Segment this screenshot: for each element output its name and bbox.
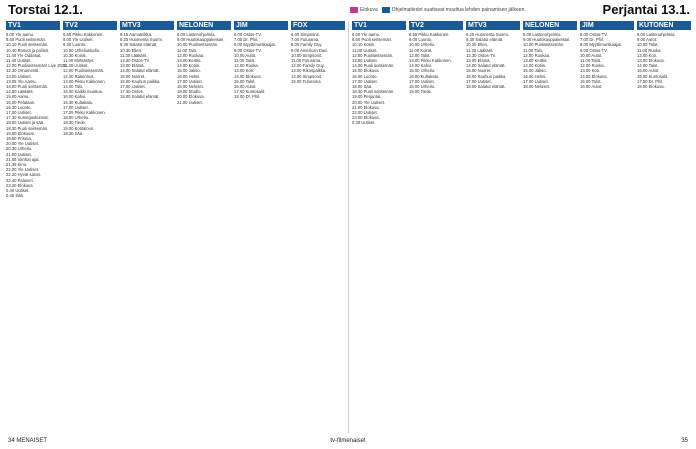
program-entry: 13.00 Uutiset. [6,73,32,79]
program-entry: 16.00 Kuntosalit. [637,73,669,79]
program-entry: 15.00 Aamu. [6,94,30,100]
program-entry: 11.00 Ruoka. [637,47,662,53]
program-entry: 11.00 Talot. [580,58,602,64]
left-col-1 [6,21,68,433]
right-col-3 [466,21,520,433]
program-entry: 22.00 Yle Uutiset. [6,167,39,173]
channel-name: JIM [234,21,288,30]
channel-name: TV2 [63,21,117,30]
program-entry: 8.00 Family Guy. [291,42,323,48]
channel-name: TV1 [352,21,406,30]
program-entry: 19.00 Kotitalous. [63,125,95,131]
program-entry: 22.40 Palaveri. [6,177,34,183]
legend-chip-note [382,7,390,13]
program-entry: 11.00 Talo. [523,47,544,53]
program-entry: 22.20 Hyvät sanat. [6,172,41,178]
program-entry: 11.40 Yle Oddasat. [6,52,42,58]
program-entry: 6.55 Pikku Kakkonen. [409,32,450,37]
program-entry: 16.00 Kauhun paikka. [466,73,507,79]
program-entry: 12.30 Ostos-TV. [120,58,151,64]
program-entry: 10.10 Puoli seitsemän. [6,42,49,48]
program-entry: 14.00 Salatut elämät. [120,68,160,74]
program-entry: 12.00 Koti. [637,52,658,58]
program-entry: 21.35 Kino. [6,162,28,168]
program-entry: 21.05 Vanhat ajat. [6,156,40,162]
program-entry: 18.00 Elokuva. [637,84,665,90]
program-entry: 14.00 Salatut elämät. [466,63,506,69]
program-entry: 21.00 Uutiset. [6,151,32,157]
program-entry: 16.00 Helmi. [523,73,547,79]
program-entry: 14.00 Elokuva. [580,73,608,79]
program-entry: 18.00 Urheilu. [63,115,90,121]
program-entry: 16.00 Kauhun paikka. [120,78,161,84]
program-entry: 6.00 Ostos-TV. [234,32,262,37]
program-entry: 14.00 Puoli seitsemän. [6,84,49,90]
right-col-1 [352,21,406,433]
program-entry: 10.30 Koirat. [63,52,87,58]
program-entry: 13.05 Yle Aamu. [6,78,37,84]
program-entry: 18.00 Salatut elämät. [120,94,160,100]
left-col-6 [291,21,345,433]
program-entry: 0.30 Uutiset. [352,120,376,126]
program-entry: 17.00 Uutiset. [466,78,492,84]
program-entry: 13.00 Elämä. [466,58,491,64]
program-entry: 9.50 Puoli seitsemän. [352,37,393,43]
program-entry: 15.00 Autot. [637,68,660,74]
program-entry: 19.00 Tiede. [409,89,433,95]
program-entry: 6.00 Lastenohjelmia. [523,32,562,37]
program-entry: 18.00 Neloset. [177,84,205,90]
program-entry: 9.00 Autot. [637,37,658,43]
program-entry: 11.00 Futurama. [291,58,322,64]
program-entry: 10.00 Puoliseitsemän. [523,42,565,48]
right-col-5 [580,21,634,433]
program-entry: 10.00 Autot. [234,52,257,58]
channel-name: TV2 [409,21,463,30]
program-entry: 6.15 Aamutelkka. [120,32,153,37]
program-entry: 18.30 Tiede. [63,120,87,126]
program-entry: 23.20 Elokuva. [6,182,34,188]
program-entry: 12.00 Talot. [409,52,431,58]
program-entry: 15.00 Talot. [234,78,256,84]
footer-left: 34 MENAISET [8,438,48,444]
program-entry: 21.00 Elokuva. [352,104,380,110]
footer-right: 35 [681,438,688,444]
program-entry: 14.50 Lääkärit. [6,89,34,95]
program-entry: 17.30 Ostos. [120,89,144,95]
program-entry: 10.00 Simpsonit. [291,52,323,58]
program-entry: 10.10 Kotiin. [352,42,376,48]
program-entry: 17.00 Uutiset. [177,78,203,84]
program-entry: 12.00 Ruokaa. [523,52,551,58]
program-entry: 10.30 Ellen. [120,47,143,53]
program-entry: 6.25 Huomenta Suomi. [466,32,509,37]
program-entry: 11.30 Uutiset. [63,63,89,69]
program-entry: 13.00 Pikku Kakkonen. [409,58,452,64]
page-footer [0,435,696,447]
program-entry: 10.00 Puoliseitsemän. [177,42,219,48]
program-entry: 11.40 Uutiset. [6,58,32,64]
program-entry: 16.00 Kultakala. [409,73,440,79]
program-entry: 13.00 Elokuva. [637,58,665,64]
program-entry: 12.30 Ostos-TV. [466,52,497,58]
program-entry: 6.00 Yle aamu. [6,32,35,37]
program-entry: 9.30 Salatut elämät. [120,42,158,48]
program-entry: 19.30 Sää. [63,130,84,136]
program-entry: 16.00 Kahvi. [63,94,87,100]
program-entry: 11.00 Talot. [234,58,256,64]
program-entry: 6.00 Lastenohjelmia. [637,32,676,37]
program-entry: 15.00 Elokuva. [352,68,380,74]
left-col-5 [234,21,288,433]
program-entry: 9.30 Salatut elämät. [466,37,504,43]
program-entry: 20.00 Yle Uutiset. [6,141,39,147]
program-entry: 17.00 Uutiset. [6,110,32,116]
program-entry: 20.30 Urheilu. [6,146,33,152]
program-entry: 18.00 Dr. Phil. [234,94,261,100]
left-day-title: Torstai 12.1. [8,2,83,17]
program-entry: 11.00 Talo. [177,47,198,53]
program-entry: 15.00 Nuoret. [120,73,146,79]
program-entry: 18.00 Sää. [352,84,373,90]
program-entry: 16.00 Luonto. [352,73,378,79]
right-col-2 [409,21,463,433]
program-entry: 14.00 Elokuva. [234,73,262,79]
program-entry: 14.00 Kotiin. [523,63,547,69]
program-entry: 14.00 Puoli seitsemän. [352,63,395,69]
program-entry: 9.00 Luonto. [409,37,433,43]
program-entry: 12.30 Rakennus. [63,73,95,79]
program-entry: 6.25 Huomenta Suomi. [120,37,163,43]
program-entry: 15.00 Urheilu. [409,68,436,74]
program-entry: 17.00 Uutiset. [409,78,435,84]
program-entry: 12.30 Ornamentti. [6,68,40,74]
program-entry: 7.00 Futurama. [291,37,320,43]
program-entry: 17.00 Uutiset. [352,78,378,84]
channel-name: TV1 [6,21,60,30]
left-col-3 [120,21,174,433]
program-entry: 13.00 Koti. [580,68,601,74]
program-entry: 12.00 Family Guy. [291,63,325,69]
program-entry: 10.00 Autot. [580,52,603,58]
channel-name: JIM [580,21,634,30]
program-entry: 9.00 Ostos-TV. [580,47,608,53]
page-divider [348,21,349,433]
program-entry: 15.00 Nuoret. [466,68,492,74]
program-entry: 16.00 Pelataan. [6,99,36,105]
program-entry: 9.00 Huutokauppakeisari. [523,37,571,43]
program-entry: 9.00 American Dad. [291,47,328,53]
program-entry: 12.00 Puoliseitsemän! Live 2022. [6,63,68,69]
right-page-header [350,0,690,19]
program-entry: 6.00 Yle aamu. [352,32,381,37]
legend-chip-movie [350,7,358,13]
program-entry: 21.00 Uutiset. [177,99,203,105]
program-entry: 0.40 Uutiset. [6,188,30,194]
left-col-2 [63,21,117,433]
program-entry: 8.00 Myyttimurskaajat. [580,42,622,48]
program-entry: 6.00 Ostos-TV. [580,32,608,37]
program-entry: 14.00 Kotiin. [177,63,201,69]
program-entry: 7.00 Dr. Phil. [234,37,258,43]
program-entry: 16.00 Autot. [234,84,257,90]
program-entry: 15.00 Kaikki muuttuu. [63,89,104,95]
program-entry: 23.00 Elokuva. [352,115,380,121]
program-entry: 14.00 Talot. [637,63,659,69]
program-entry: 16.00 Autot. [580,84,603,90]
channel-name: FOX [291,21,345,30]
program-entry: 13.00 Rikospaikka. [291,68,327,74]
program-entry: 9.50 Puoli seitsemän. [6,37,47,43]
program-entry: 15.00 Futurama. [291,78,322,84]
channel-name: MTV3 [120,21,174,30]
program-entry: 10.00 Urheilu. [409,42,436,48]
program-entry: 18.00 Uutiset ja sää. [6,120,45,126]
program-entry: 6.55 Pikku Kakkonen. [63,32,104,37]
right-day-title: Perjantai 13.1. [602,2,690,17]
legend-label-movie: Elokuva [360,6,378,13]
legend [350,7,530,13]
program-entry: 17.00 Dr. Phil. [637,78,664,84]
channel-name: NELONEN [177,21,231,30]
program-entry: 16.30 Kultakala. [63,99,94,105]
program-entry: 11.00 Uutiset. [352,47,378,53]
program-entry: 15.00 Jakso. [177,68,201,74]
program-entry: 17.00 Kuntosalit. [234,89,266,95]
program-entry: 12.00 Ruokaa. [177,52,205,58]
left-col-4 [177,21,231,433]
program-entry: 18.30 Puoli seitsemän. [352,89,395,95]
program-entry: 10.40 Rosvot ja poliisit. [6,47,50,53]
program-entry: 13.00 Koti. [234,68,255,74]
program-entry: 17.25 Pikku Kakkonen. [63,110,106,116]
program-entry: 22.00 Uutiset. [352,110,378,116]
channel-name: NELONEN [523,21,577,30]
program-entry: 20.00 Elokuva. [177,94,205,100]
program-entry: 8.00 Myyttimurskaajat. [234,42,276,48]
right-columns [352,21,694,433]
program-entry: 0.45 Sää. [6,193,24,199]
footer-center: tv-filmenaiset [330,438,366,444]
program-entry: 6.00 Simpsonit. [291,32,320,37]
program-entry: 19.00 Elokuvat. [6,130,35,136]
program-entry: 11.30 Lääkärit. [466,47,494,53]
program-entry: 14.00 Simpsonit. [291,73,323,79]
program-entry: 15.00 Talot. [580,78,602,84]
program-entry: 13.00 Keittiö. [177,58,202,64]
program-entry: 9.00 Yle Uutiset. [63,37,94,43]
program-entry: 20.00 Yle Uutiset. [352,99,385,105]
program-entry: 18.00 Neloset. [523,84,551,90]
program-entry: 11.00 Koirat. [409,47,433,53]
program-entry: 12.00 Ruoka. [234,63,259,69]
program-entry: 13.00 Elämä. [120,63,145,69]
program-entry: 13.00 Keittiö. [523,58,548,64]
program-entry: 19.00 Studio. [177,89,202,95]
program-entry: 16.00 Helmi. [177,73,201,79]
program-entry: 18.00 Urheilu. [409,84,436,90]
left-columns [6,21,348,433]
program-entry: 16.30 Luonto. [6,104,32,110]
program-entry: 14.00 Talo. [63,84,84,90]
program-entry: 9.00 Ostos-TV. [234,47,262,53]
program-entry: 9.30 Luonto. [63,42,87,48]
program-entry: 12.00 Puoliseitsemän. [63,68,105,74]
program-entry: 14.00 Kahvi. [409,63,433,69]
program-entry: 15.00 Jakso. [523,68,547,74]
program-entry: 17.00 Uutiset. [120,84,146,90]
program-entry: 17.30 Kuningaskunnat. [6,115,49,121]
program-entry: 13.00 Uutiset. [352,58,378,64]
program-entry: 10.30 Ellen. [466,42,489,48]
channel-name: MTV3 [466,21,520,30]
program-entry: 12.00 Puoliseitsemän. [352,52,394,58]
program-entry: 11.30 Lääkärit. [120,52,148,58]
program-entry: 12.00 Ruoka. [580,63,605,69]
right-col-4 [523,21,577,433]
left-page-header [8,0,348,19]
program-entry: 19.00 Perjantai. [352,94,382,100]
program-entry: 7.00 Dr. Phil. [580,37,604,43]
program-entry: 13.00 Pikku Kakkonen. [63,78,106,84]
program-entry: 18.00 Salatut elämät. [466,84,506,90]
channel-name: KUTONEN [637,21,691,30]
program-entry: 19.50 Prisma. [6,136,32,142]
legend-label-note: Ohjelmatiedot suattavat muuttua lehden painamisen jälkeen. [391,6,526,13]
program-entry: 11.00 Metsästys. [63,58,95,64]
program-entry: 6.00 Lastenohjelmia. [177,32,216,37]
program-entry: 17.00 Uutiset. [523,78,549,84]
program-entry: 9.00 Huutokauppakeisari. [177,37,225,43]
program-entry: 10.00 Urheilustudio. [63,47,101,53]
program-entry: 17.00 Uutiset. [63,104,89,110]
program-entry: 18.30 Puoli seitsemän. [6,125,49,131]
right-col-6 [637,21,691,433]
program-entry: 10.00 Talot. [637,42,659,48]
